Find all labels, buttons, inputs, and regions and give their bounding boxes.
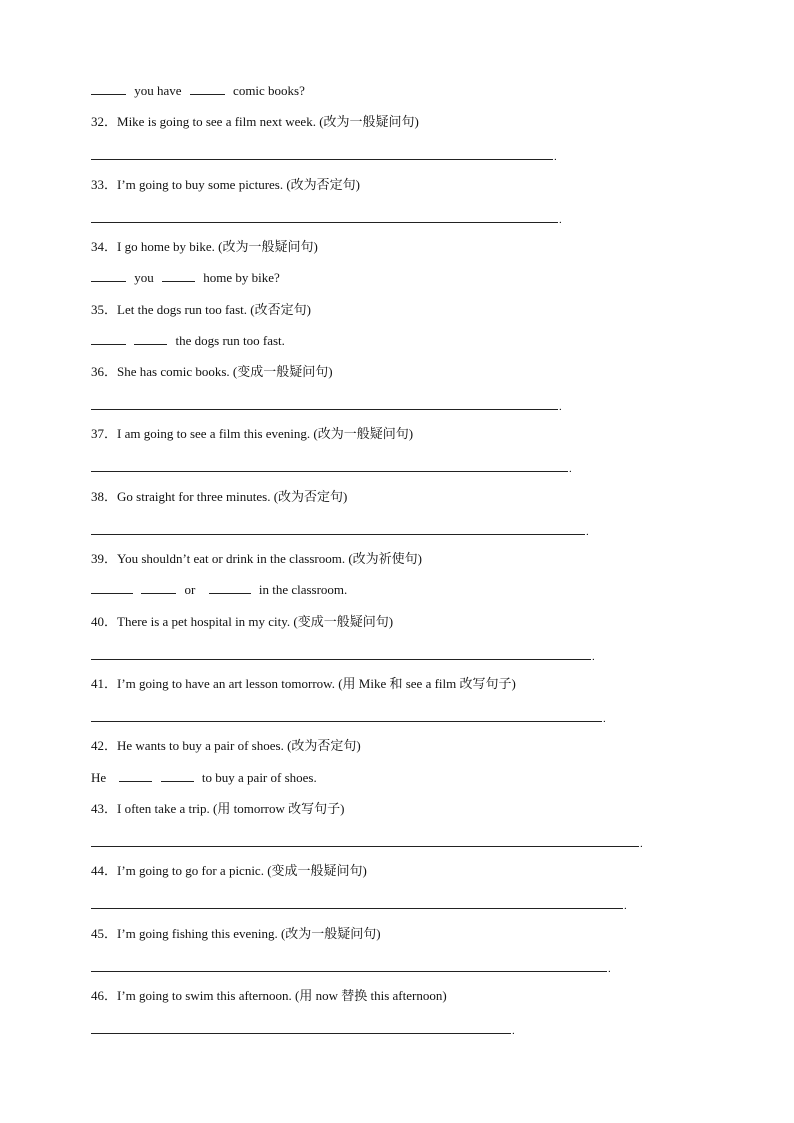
answer-line-32[interactable] [91, 146, 561, 163]
period: . [592, 651, 595, 663]
question-43 [91, 800, 344, 818]
question-number: 37． [91, 426, 118, 441]
question-45 [91, 925, 381, 943]
question-number: 45． [91, 926, 118, 941]
question-number: 43． [91, 801, 118, 816]
answer-line-43[interactable] [91, 833, 647, 850]
question-36 [91, 363, 333, 381]
answer-blank[interactable] [91, 269, 126, 282]
question-39 [91, 550, 422, 568]
question-35 [91, 301, 311, 319]
answer-text: you [134, 270, 154, 285]
answer-blank[interactable] [91, 82, 126, 95]
question-44 [91, 862, 367, 880]
answer-text: in the classroom. [258, 582, 348, 597]
answer-blank[interactable] [91, 581, 133, 594]
answer-blank[interactable] [141, 581, 176, 594]
question-34 [91, 238, 318, 256]
question-number: 42． [91, 738, 118, 753]
question-46 [91, 987, 447, 1005]
question-text: I’m going to swim this afternoon. (用 now 替换 this afternoon) [117, 988, 447, 1003]
question-text: I am going to see a film this evening. (改为一般疑问句) [117, 426, 414, 441]
question-number: 34． [91, 239, 118, 254]
question-text: I often take a trip. (用 tomorrow 改写句子) [117, 801, 345, 816]
answer-blank[interactable] [91, 332, 126, 345]
question-number: 35． [91, 302, 118, 317]
period: . [569, 463, 572, 475]
answer-line-37[interactable] [91, 458, 576, 475]
answer-blank[interactable] [209, 581, 251, 594]
question-text: I’m going to buy some pictures. (改为否定句) [117, 177, 361, 192]
period: . [512, 1025, 515, 1037]
answer-blank[interactable] [134, 332, 167, 345]
period: . [640, 838, 643, 850]
answer-line-45[interactable] [91, 958, 615, 975]
answer-blank[interactable] [162, 269, 195, 282]
answer-text: the dogs run too fast. [175, 333, 285, 348]
question-41 [91, 675, 516, 693]
period: . [586, 526, 589, 538]
question-text: She has comic books. (变成一般疑问句) [117, 364, 333, 379]
question-37 [91, 425, 413, 443]
answer-line-38[interactable] [91, 521, 593, 538]
question-32 [91, 113, 419, 131]
question-text: Mike is going to see a film next week. (改为一般疑问句) [117, 114, 419, 129]
answer-text: home by bike? [203, 270, 280, 285]
answer-blank[interactable] [119, 769, 152, 782]
q31-answer-line [91, 82, 305, 100]
period: . [554, 151, 557, 163]
answer-line-40[interactable] [91, 646, 599, 663]
question-text: I’m going to go for a picnic. (变成一般疑问句) [117, 863, 367, 878]
period: . [624, 900, 627, 912]
answer-blank[interactable] [190, 82, 225, 95]
question-text: You shouldn’t eat or drink in the classroom. (改为祈使句) [117, 551, 423, 566]
answer-text: to buy a pair of shoes. [201, 770, 317, 785]
answer-line-46[interactable] [91, 1020, 519, 1037]
question-text: Let the dogs run too fast. (改否定句) [117, 302, 311, 317]
question-number: 40． [91, 614, 118, 629]
question-number: 44． [91, 863, 118, 878]
question-42 [91, 737, 361, 755]
period: . [608, 963, 611, 975]
answer-line-33[interactable] [91, 209, 566, 226]
period: . [559, 401, 562, 413]
question-33 [91, 176, 360, 194]
question-40 [91, 613, 393, 631]
question-number: 39． [91, 551, 118, 566]
q35-answer-line [91, 332, 285, 350]
answer-text: or [184, 582, 196, 597]
answer-line-44[interactable] [91, 895, 631, 912]
answer-text: He [91, 770, 107, 785]
question-text: Go straight for three minutes. (改为否定句) [117, 489, 348, 504]
question-text: I’m going fishing this evening. (改为一般疑问句) [117, 926, 381, 941]
question-number: 36． [91, 364, 118, 379]
question-number: 32． [91, 114, 118, 129]
question-number: 38． [91, 489, 118, 504]
answer-line-41[interactable] [91, 708, 610, 725]
answer-line-36[interactable] [91, 396, 566, 413]
period: . [603, 713, 606, 725]
question-number: 46． [91, 988, 118, 1003]
q39-answer-line [91, 581, 347, 599]
question-text: He wants to buy a pair of shoes. (改为否定句) [117, 738, 361, 753]
answer-text: you have [134, 83, 182, 98]
q42-answer-line [91, 769, 317, 787]
question-number: 33． [91, 177, 118, 192]
answer-text: comic books? [233, 83, 305, 98]
q34-answer-line [91, 269, 280, 287]
question-text: I’m going to have an art lesson tomorrow. (用 Mike 和 see a film 改写句子) [117, 676, 516, 691]
question-number: 41． [91, 676, 118, 691]
question-text: I go home by bike. (改为一般疑问句) [117, 239, 318, 254]
period: . [559, 214, 562, 226]
answer-blank[interactable] [161, 769, 194, 782]
question-38 [91, 488, 347, 506]
question-text: There is a pet hospital in my city. (变成一般疑问句) [117, 614, 394, 629]
